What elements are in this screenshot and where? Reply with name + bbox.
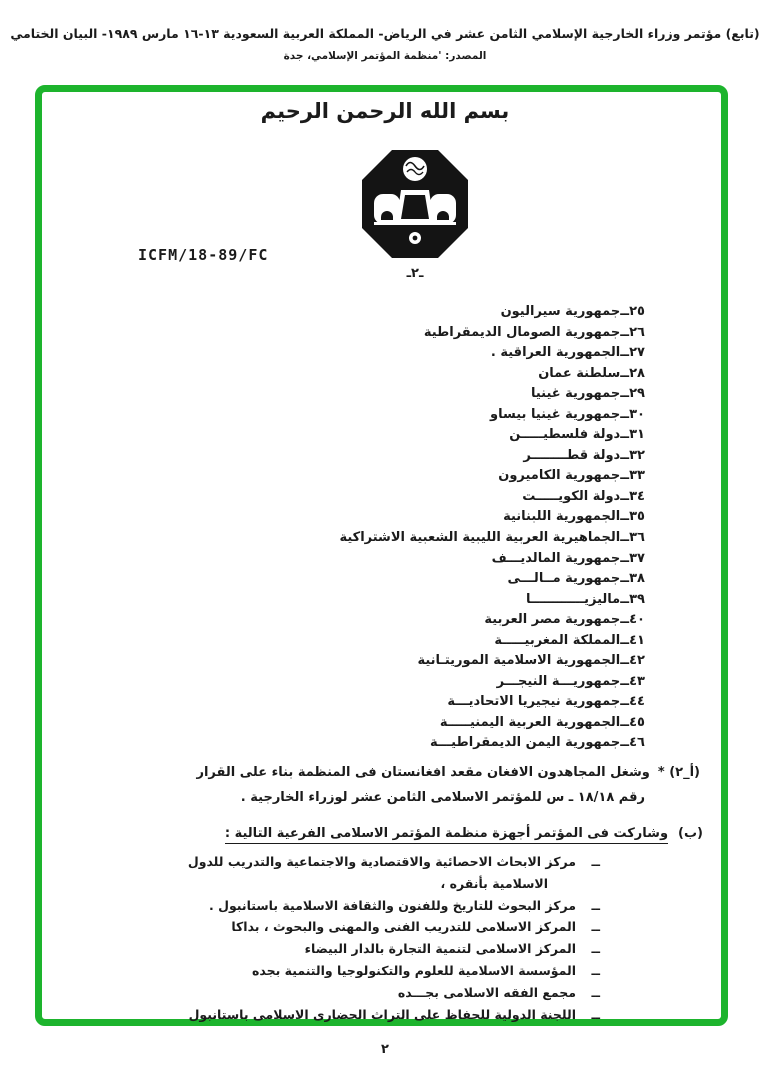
org-list-row bbox=[188, 873, 600, 895]
org-list-row bbox=[188, 1004, 600, 1026]
member-name: دولة قطــــــــر bbox=[523, 447, 621, 463]
page-header-source: المصدر: 'منظمة المؤتمر الإسلامي، جدة bbox=[283, 50, 487, 62]
member-number: ٣٤ــ bbox=[620, 488, 645, 504]
member-list-row bbox=[333, 446, 645, 467]
member-name: جمهوريـــة النيجـــر bbox=[496, 673, 621, 689]
oic-emblem-icon bbox=[360, 148, 470, 264]
member-list-row bbox=[333, 302, 645, 323]
member-number: ٢٥ــ bbox=[620, 304, 645, 319]
page-marker: ـ٢ـ bbox=[406, 266, 424, 281]
page-header-title: (تابع) مؤتمر وزراء الخارجية الإسلامي الثامن عشر في الرياض- المملكة العربية السعودية ١٣-١٦ مارس ١٩٨٩- البيان الختامي bbox=[10, 26, 760, 41]
member-list-row bbox=[333, 733, 645, 754]
member-name: جمهورية غينيا بيساو bbox=[490, 406, 621, 422]
member-name: جمهورية نيجيريا الاتحاديـــة bbox=[447, 694, 621, 710]
org-list bbox=[188, 851, 600, 1025]
member-number: ٣٦ــ bbox=[620, 530, 645, 546]
member-number: ٣٧ــ bbox=[620, 550, 645, 566]
bismillah-calligraphy: بسم الله الرحمن الرحيم bbox=[260, 99, 510, 123]
member-list-row bbox=[333, 507, 645, 528]
member-number: ٣٠ــ bbox=[620, 406, 645, 422]
member-number: ٣٢ــ bbox=[620, 447, 645, 463]
member-name: جمهورية مصر العربية bbox=[484, 612, 621, 628]
member-name: الجماهيرية العربية الليبية الشعبية الاشتراكية bbox=[339, 530, 621, 546]
org-name: مركز البحوث للتاريخ وللفنون والثقافة الاسلامية باستانبول . bbox=[209, 897, 576, 913]
member-number: ٤٤ــ bbox=[620, 694, 645, 710]
org-list-row bbox=[188, 851, 600, 873]
member-name: جمهورية سيراليون bbox=[500, 304, 621, 319]
member-name: جمهورية اليمن الديمقراطيـــة bbox=[429, 735, 621, 751]
member-list-row bbox=[333, 405, 645, 426]
member-list-row bbox=[333, 672, 645, 693]
member-name: دولة فلسطيـــــن bbox=[509, 427, 621, 443]
document-reference: ICFM/18-89/FC bbox=[138, 246, 269, 264]
member-name: جمهورية مــالـــى bbox=[507, 571, 621, 587]
member-number: ٤٦ــ bbox=[620, 735, 645, 751]
org-list-row bbox=[188, 916, 600, 938]
member-name: الجمهورية اللبنانية bbox=[503, 509, 621, 525]
member-number: ٣١ــ bbox=[620, 427, 645, 443]
org-list-row bbox=[188, 960, 600, 982]
section-b-heading: وشاركت فى المؤتمر أجهزة منظمة المؤتمر الاسلامى الفرعية التالية : bbox=[225, 826, 668, 844]
dash-bullet: ــ bbox=[591, 897, 600, 913]
member-number: ٢٦ــ bbox=[620, 324, 645, 340]
member-list-row bbox=[333, 569, 645, 590]
member-name: جمهورية الكاميرون bbox=[498, 468, 621, 484]
member-name: الجمهورية العراقية . bbox=[490, 345, 621, 361]
org-name: مركز الابحاث الاحصائية والاقتصادية والاجتماعية والتدريب للدول bbox=[187, 854, 576, 869]
member-number: ٣٣ــ bbox=[620, 468, 645, 484]
member-list-row bbox=[333, 590, 645, 611]
member-list-row bbox=[333, 549, 645, 570]
section-b-label: (ب) bbox=[678, 826, 703, 841]
member-list-row bbox=[333, 692, 645, 713]
member-name: جمهورية الصومال الديمقراطية bbox=[423, 324, 621, 340]
member-name: دولة الكويـــــت bbox=[522, 488, 621, 504]
member-name: ماليزيــــــــــــا bbox=[525, 591, 621, 607]
org-name: المركز الاسلامى لتنمية التجارة بالدار البيضاء bbox=[304, 941, 576, 957]
dash-bullet: ــ bbox=[591, 919, 600, 935]
footnote bbox=[68, 760, 700, 810]
org-list-row bbox=[188, 895, 600, 917]
member-name: سلطنة عمان bbox=[538, 365, 621, 381]
member-number: ٤٥ــ bbox=[620, 714, 645, 730]
member-number: ٢٧ــ bbox=[620, 345, 645, 361]
member-number: ٢٩ــ bbox=[620, 386, 645, 402]
org-name: الاسلامية بأنقره ، bbox=[440, 875, 548, 891]
member-number: ٣٩ــ bbox=[620, 591, 645, 607]
member-list-row bbox=[333, 631, 645, 652]
org-name: اللجنة الدولية للحفاظ على التراث الحضارى الاسلامى باستانبول bbox=[188, 1006, 576, 1022]
org-name: المؤسسة الاسلامية للعلوم والتكنولوجيا والتنمية بجده bbox=[251, 962, 576, 978]
member-list-row bbox=[333, 364, 645, 385]
member-number: ٤١ــ bbox=[620, 632, 645, 648]
page-number: ٢ bbox=[381, 1042, 389, 1057]
member-list bbox=[333, 302, 645, 754]
member-list-row bbox=[333, 713, 645, 734]
member-list-row bbox=[333, 343, 645, 364]
member-name: الجمهورية الاسلامية الموريتـانية bbox=[417, 653, 621, 669]
member-list-row bbox=[333, 610, 645, 631]
footnote-text1: وشغل المجاهدون الافغان مقعد افغانستان فى المنظمة بناء على القرار bbox=[196, 765, 650, 780]
section-b-heading-row bbox=[225, 826, 703, 841]
member-number: ٢٨ــ bbox=[620, 365, 645, 381]
member-number: ٣٥ــ bbox=[620, 509, 645, 525]
org-list-row bbox=[188, 982, 600, 1004]
member-list-row bbox=[333, 487, 645, 508]
org-name: مجمع الفقه الاسلامى بجـــده bbox=[397, 984, 576, 1000]
member-list-row bbox=[333, 528, 645, 549]
org-list-row bbox=[188, 938, 600, 960]
member-name: جمهورية غينيا bbox=[530, 386, 621, 402]
member-number: ٤٣ــ bbox=[620, 673, 645, 689]
member-list-row bbox=[333, 466, 645, 487]
org-name: المركز الاسلامى للتدريب الفنى والمهنى والبحوث ، بداكا bbox=[231, 919, 576, 935]
member-list-row bbox=[333, 651, 645, 672]
footnote-line2: رقم ١٨/١٨ ـ س للمؤتمر الاسلامى الثامن عشر لوزراء الخارجية . bbox=[240, 790, 645, 805]
member-name: جمهورية المالديـــف bbox=[491, 550, 621, 566]
dash-bullet: ــ bbox=[591, 984, 600, 1000]
member-name: الجمهورية العربية اليمنيـــــة bbox=[439, 714, 621, 730]
dash-bullet: ــ bbox=[591, 941, 600, 957]
member-number: ٤٢ــ bbox=[620, 653, 645, 669]
footnote-line1 bbox=[68, 760, 700, 785]
footnote-label: (أ_٢) * bbox=[657, 765, 700, 780]
dash-bullet: ــ bbox=[591, 1006, 600, 1022]
member-list-row bbox=[333, 323, 645, 344]
member-name: المملكة المغربيـــــة bbox=[494, 632, 621, 648]
member-number: ٣٨ــ bbox=[620, 571, 645, 587]
member-list-row bbox=[333, 384, 645, 405]
member-list-row bbox=[333, 425, 645, 446]
member-number: ٤٠ــ bbox=[620, 612, 645, 628]
dash-bullet: ــ bbox=[591, 962, 600, 978]
dash-bullet: ــ bbox=[591, 854, 600, 869]
